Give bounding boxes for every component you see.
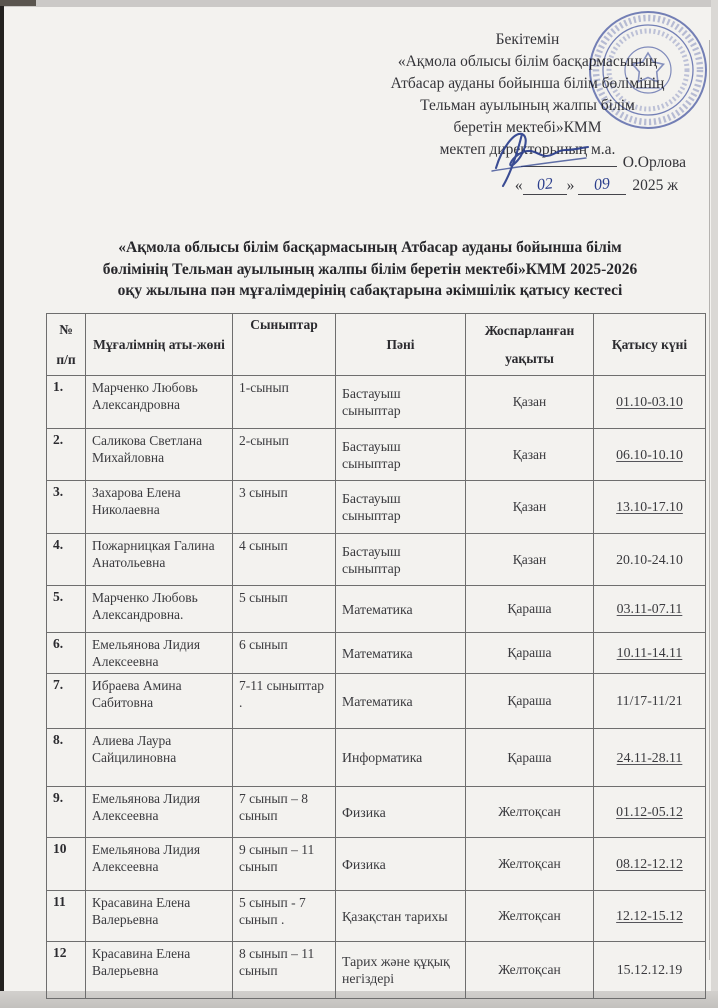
header-number — [47, 314, 86, 376]
approval-line: Тельман ауылының жалпы білім — [420, 97, 635, 114]
table-row — [47, 838, 706, 891]
cell-classes: 5 сынып - 7 сынып . — [233, 891, 336, 942]
header-teacher-name: Мұғалімнің аты-жөні — [86, 314, 233, 376]
quote-close: » — [566, 177, 575, 194]
cell-classes: 3 сынып — [233, 481, 336, 534]
cell-number: 10 — [47, 838, 86, 891]
approval-line: «Ақмола облысы білім басқармасының — [397, 53, 658, 70]
table-row — [47, 633, 706, 674]
official-round-stamp-icon — [586, 8, 710, 132]
header-row — [47, 314, 706, 376]
signatory-name: О.Орлова — [622, 154, 686, 171]
cell-planned-month: Қараша — [466, 633, 594, 674]
cell-planned-month: Қараша — [466, 674, 594, 729]
cell-number: 8. — [47, 729, 86, 787]
header-visit-date: Қатысу күні — [594, 314, 706, 376]
cell-number: 4. — [47, 534, 86, 586]
table-row — [47, 586, 706, 633]
cell-visit-dates: 08.12-12.12 — [594, 838, 706, 891]
cell-subject: Физика — [336, 838, 466, 891]
cell-planned-month: Қазан — [466, 429, 594, 481]
cell-teacher-name: Алиева Лаура Сайцилиновна — [86, 729, 233, 787]
cell-visit-dates: 11/17-11/21 — [594, 674, 706, 729]
header-classes: Сыныптар — [233, 314, 336, 376]
table-row — [47, 729, 706, 787]
cell-subject: Информатика — [336, 729, 466, 787]
header-planned-bottom: уақыты — [505, 350, 554, 366]
header-subject: Пәні — [336, 314, 466, 376]
cell-number: 1. — [47, 376, 86, 429]
cell-classes: 2-сынып — [233, 429, 336, 481]
approval-line: мектеп директорының м.а. — [439, 141, 616, 158]
cell-subject: Бастауыш сыныптар — [336, 481, 466, 534]
cell-subject: Бастауыш сыныптар — [336, 429, 466, 481]
cell-number: 6. — [47, 633, 86, 674]
cell-planned-month: Қазан — [466, 376, 594, 429]
cell-subject: Тарих және құқық негіздері — [336, 942, 466, 999]
approval-line: беретін мектебі»КММ — [453, 119, 602, 136]
cell-subject: Бастауыш сыныптар — [336, 376, 466, 429]
scan-edge-left — [0, 6, 4, 992]
cell-planned-month: Желтоқсан — [466, 787, 594, 838]
date-day-blank — [523, 176, 567, 195]
cell-number: 9. — [47, 787, 86, 838]
approval-date-row — [378, 176, 678, 195]
cell-classes: 7-11 сыныптар . — [233, 674, 336, 729]
cell-teacher-name: Захарова Елена Николаевна — [86, 481, 233, 534]
header-number-bottom: п/п — [56, 351, 76, 367]
cell-number: 3. — [47, 481, 86, 534]
cell-teacher-name: Емельянова Лидия Алексеевна — [86, 838, 233, 891]
quote-open: « — [514, 177, 523, 194]
cell-number: 11 — [47, 891, 86, 942]
table-row — [47, 674, 706, 729]
cell-number: 2. — [47, 429, 86, 481]
table-row — [47, 481, 706, 534]
cell-teacher-name: Емельянова Лидия Алексеевна — [86, 787, 233, 838]
schedule-table-body — [47, 376, 706, 999]
table-header — [47, 314, 706, 376]
cell-visit-dates: 03.11-07.11 — [594, 586, 706, 633]
cell-number: 7. — [47, 674, 86, 729]
scan-edge-top — [0, 0, 718, 7]
cell-teacher-name: Красавина Елена Валерьевна — [86, 891, 233, 942]
cell-visit-dates: 06.10-10.10 — [594, 429, 706, 481]
cell-subject: Бастауыш сыныптар — [336, 534, 466, 586]
header-planned-top: Жоспарланған — [484, 322, 575, 338]
scan-edge-right — [711, 0, 718, 1008]
cell-teacher-name: Ибраева Амина Сабитовна — [86, 674, 233, 729]
cell-classes: 6 сынып — [233, 633, 336, 674]
approval-line: Атбасар ауданы бойынша білім бөлімінің — [390, 75, 665, 92]
handwritten-day: 02 — [535, 175, 554, 194]
cell-planned-month: Қазан — [466, 534, 594, 586]
cell-classes: 1-сынып — [233, 376, 336, 429]
scan-edge-right-line — [709, 40, 710, 960]
cell-subject: Математика — [336, 586, 466, 633]
cell-subject: Математика — [336, 674, 466, 729]
cell-visit-dates: 01.12-05.12 — [594, 787, 706, 838]
date-month-blank — [578, 176, 626, 195]
cell-teacher-name: Марченко Любовь Александровна — [86, 376, 233, 429]
cell-planned-month: Қараша — [466, 586, 594, 633]
cell-visit-dates: 15.12.12.19 — [594, 942, 706, 999]
table-row — [47, 429, 706, 481]
cell-classes: 4 сынып — [233, 534, 336, 586]
cell-teacher-name: Марченко Любовь Александровна. — [86, 586, 233, 633]
cell-classes: 5 сынып — [233, 586, 336, 633]
approval-line: Бекітемін — [495, 31, 560, 48]
cell-classes — [233, 729, 336, 787]
cell-classes: 8 сынып – 11 сынып — [233, 942, 336, 999]
document-title: «Ақмола облысы білім басқармасының Атбасар ауданы бойынша білім бөлімінің Тельман ауылының жалпы білім беретін мектебі»КММ 2025-2026 оқу жылына пән мұғалімдерінің сабақтарына әкімшілік қатысу кестесі — [102, 239, 638, 299]
cell-teacher-name: Емельянова Лидия Алексеевна — [86, 633, 233, 674]
header-number-top: № — [59, 321, 73, 337]
cell-subject: Қазақстан тарихы — [336, 891, 466, 942]
cell-visit-dates: 24.11-28.11 — [594, 729, 706, 787]
cell-subject: Математика — [336, 633, 466, 674]
cell-visit-dates: 10.11-14.11 — [594, 633, 706, 674]
date-year: 2025 ж — [632, 177, 678, 194]
cell-teacher-name: Пожарницкая Галина Анатольевна — [86, 534, 233, 586]
cell-planned-month: Желтоқсан — [466, 891, 594, 942]
table-row — [47, 942, 706, 999]
cell-subject: Физика — [336, 787, 466, 838]
table-row — [47, 376, 706, 429]
cell-visit-dates: 01.10-03.10 — [594, 376, 706, 429]
cell-visit-dates: 13.10-17.10 — [594, 481, 706, 534]
cell-classes: 7 сынып – 8 сынып — [233, 787, 336, 838]
scan-edge-top-dark-mark — [0, 0, 36, 6]
cell-number: 5. — [47, 586, 86, 633]
cell-planned-month: Қараша — [466, 729, 594, 787]
cell-planned-month: Қазан — [466, 481, 594, 534]
cell-classes: 9 сынып – 11 сынып — [233, 838, 336, 891]
cell-teacher-name: Саликова Светлана Михайловна — [86, 429, 233, 481]
schedule-table — [46, 313, 706, 999]
cell-planned-month: Желтоқсан — [466, 838, 594, 891]
table-row — [47, 891, 706, 942]
handwritten-month: 09 — [593, 175, 612, 194]
header-planned-time — [466, 314, 594, 376]
cell-planned-month: Желтоқсан — [466, 942, 594, 999]
table-row — [47, 534, 706, 586]
cell-visit-dates: 20.10-24.10 — [594, 534, 706, 586]
cell-teacher-name: Красавина Елена Валерьевна — [86, 942, 233, 999]
table-row — [47, 787, 706, 838]
cell-number: 12 — [47, 942, 86, 999]
cell-visit-dates: 12.12-15.12 — [594, 891, 706, 942]
